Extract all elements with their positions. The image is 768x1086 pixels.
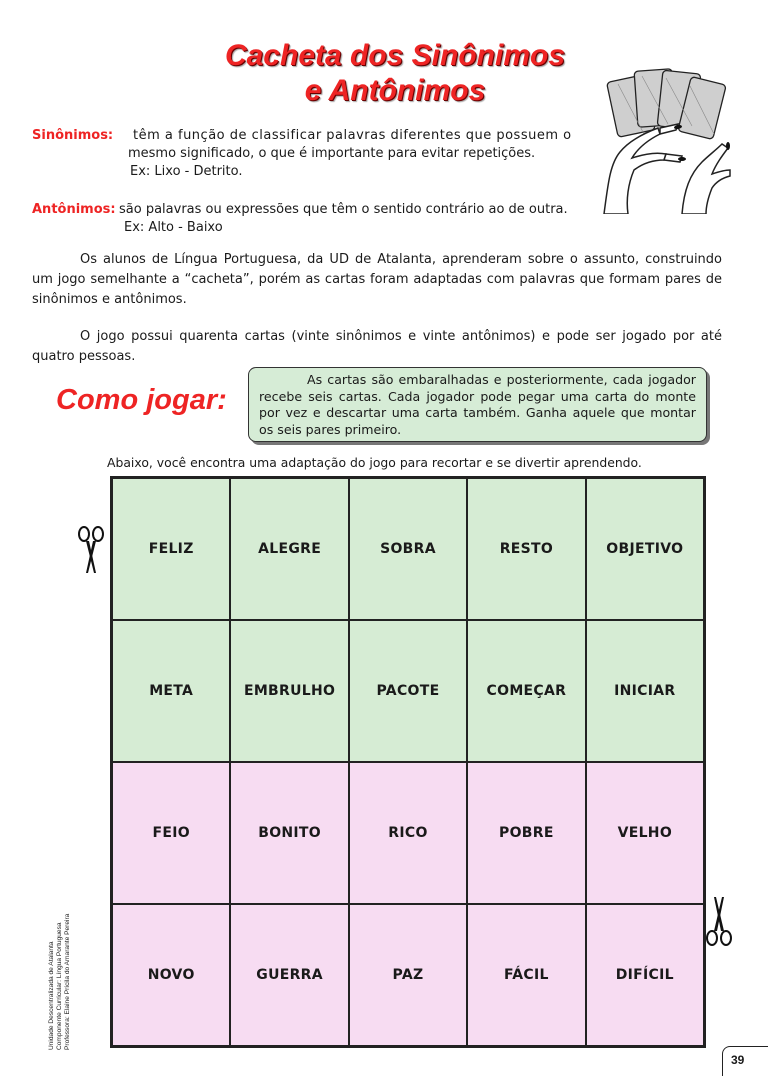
cards-grid [110,476,706,1048]
credit-line-3: Professora: Elaine Prícila do Amarante Pereira [64,913,71,1050]
card: FELIZ [112,478,230,620]
card: EMBRULHO [230,620,348,762]
card: VELHO [586,762,704,904]
synonyms-definition-line-1: têm a função de classificar palavras diferentes que possuem o [133,128,572,143]
card: FEIO [112,762,230,904]
card: RICO [349,762,467,904]
card: GUERRA [230,904,348,1046]
synonyms-definition-line-2: mesmo significado, o que é importante para evitar repetições. [128,146,536,161]
scissors-icon [74,523,108,575]
card: SOBRA [349,478,467,620]
card: NOVO [112,904,230,1046]
card: RESTO [467,478,585,620]
page-title [150,38,640,108]
antonyms-label: Antônimos: [32,202,116,217]
cutout-instruction: Abaixo, você encontra uma adaptação do jogo para recortar e se divertir aprendendo. [107,455,642,470]
intro-paragraph: Os alunos de Língua Portuguesa, da UD de Atalanta, aprenderam sobre o assunto, construindo um jogo semelhante a “cacheta”, porém as cartas foram adaptadas com palavras que formam pares de sinônimos e antônimos. [32,252,722,307]
how-to-play-heading: Como jogar: [56,384,227,416]
card: INICIAR [586,620,704,762]
card: POBRE [467,762,585,904]
hands-holding-cards-illustration [598,64,734,214]
synonyms-label: Sinônimos: [32,128,114,143]
cards-paragraph: O jogo possui quarenta cartas (vinte sinônimos e vinte antônimos) e pode ser jogado por até quatro pessoas. [32,329,722,364]
title-line-2: e Antônimos [304,74,486,107]
card: OBJETIVO [586,478,704,620]
card: PACOTE [349,620,467,762]
card: BONITO [230,762,348,904]
credit-line-2: Componente Curricular: Língua Portuguesa [56,922,63,1050]
rules-box: As cartas são embaralhadas e posteriormente, cada jogador recebe seis cartas. Cada jogador pode pegar uma carta do monte por vez e descartar uma carta também. Ganha aquele que montar os seis pares primeiro. [248,367,707,442]
title-line-1: Cacheta dos Sinônimos [224,39,566,72]
card: DIFÍCIL [586,904,704,1046]
card: COMEÇAR [467,620,585,762]
synonyms-example: Ex: Lixo - Detrito. [130,164,243,179]
credit-line-1: Unidade Descentralizada de Atalanta [48,941,55,1050]
card: ALEGRE [230,478,348,620]
antonyms-definition: são palavras ou expressões que têm o sentido contrário ao de outra. [119,202,568,217]
antonyms-example: Ex: Alto - Baixo [124,220,223,235]
side-credits [48,914,72,1050]
page-number: 39 [722,1046,768,1076]
card: META [112,620,230,762]
card: PAZ [349,904,467,1046]
scissors-icon-2 [702,893,736,949]
card: FÁCIL [467,904,585,1046]
